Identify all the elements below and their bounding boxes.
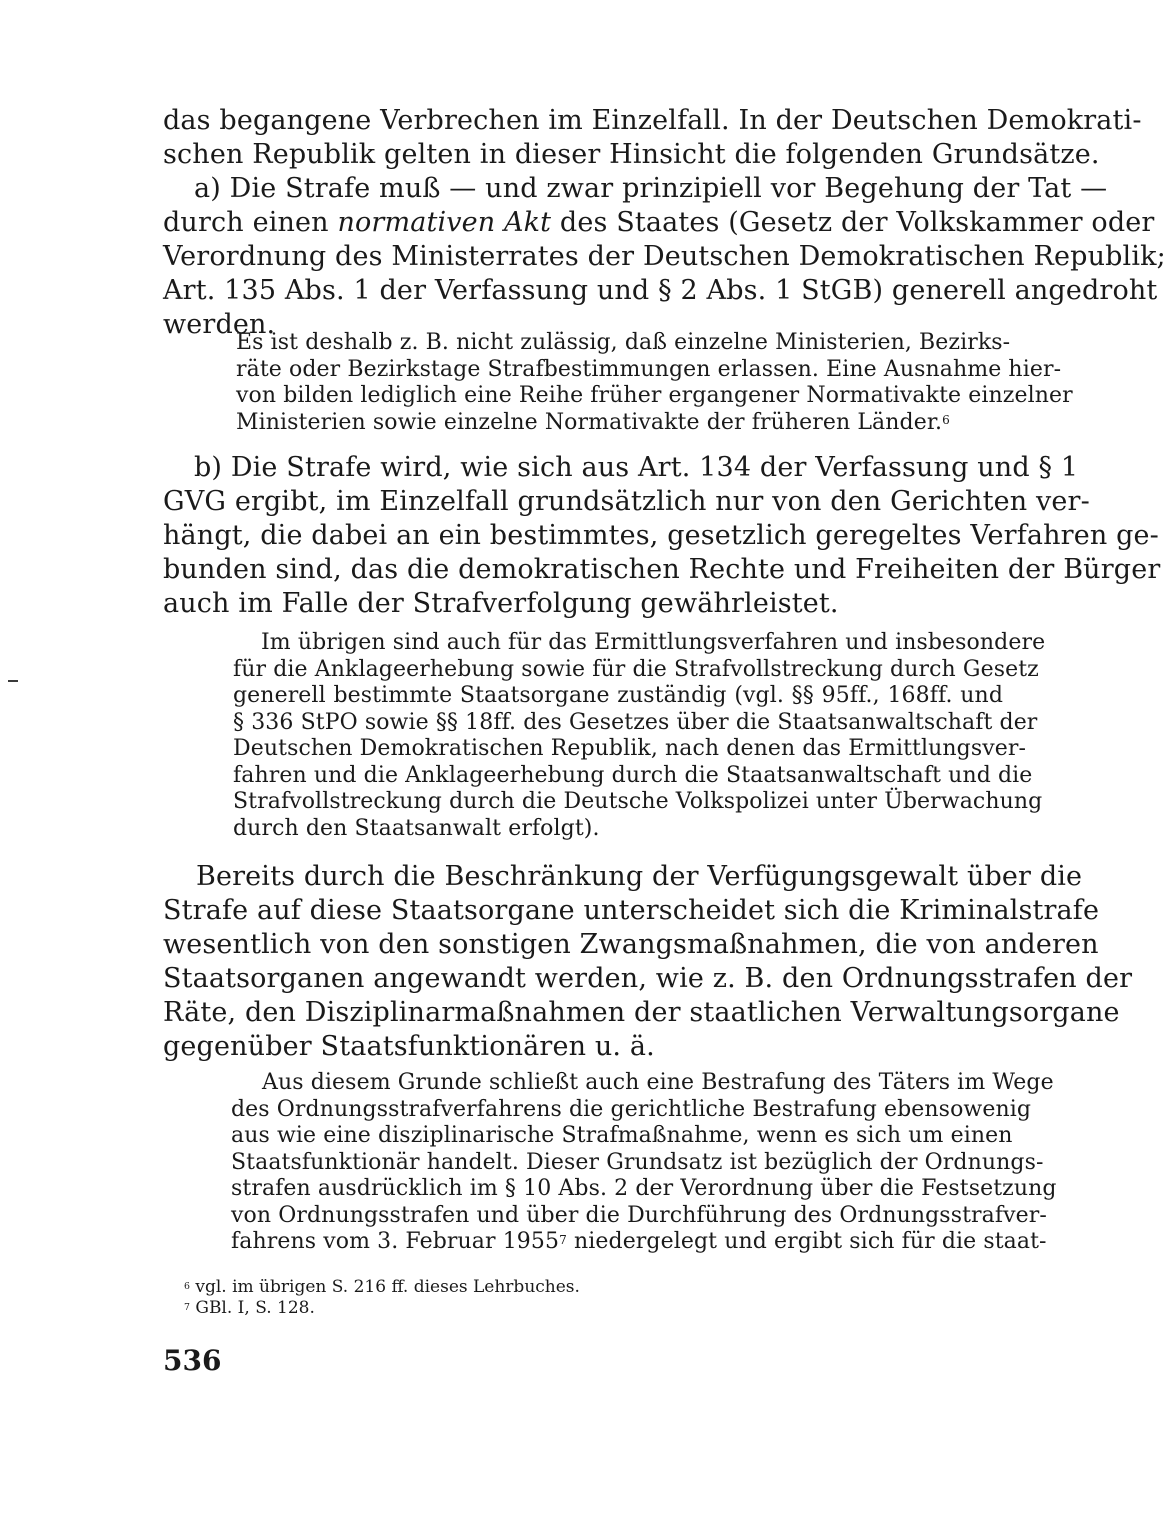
text-line: strafen ausdrücklich im § 10 Abs. 2 der Verordnung über die Festsetzung [231, 1176, 1057, 1201]
text-line: b) Die Strafe wird, wie sich aus Art. 134 der Verfassung und § 1 [194, 452, 1079, 483]
text-line: wesentlich von den sonstigen Zwangsmaßnahmen, die von anderen [163, 929, 1099, 960]
text-line: aus wie eine disziplinarische Strafmaßnahme, wenn es sich um einen [231, 1123, 1013, 1148]
text-segment: Ministerien sowie einzelne Normativakte der früheren Länder. [236, 409, 943, 435]
text-line: Es ist deshalb z. B. nicht zulässig, daß einzelne Ministerien, Bezirks- [236, 330, 1011, 355]
text-line: fahren und die Anklageerhebung durch die Staatsanwaltschaft und die [233, 762, 1033, 788]
footnote-marker: 7 [184, 1301, 190, 1313]
text-line: Im übrigen sind auch für das Ermittlungsverfahren und insbesondere [261, 630, 1046, 655]
page-number: 536 [163, 1344, 222, 1377]
text-line: das begangene Verbrechen im Einzelfall. In der Deutschen Demokrati- [163, 105, 1142, 136]
text-line: auch im Falle der Strafverfolgung gewährleistet. [163, 588, 839, 619]
text-line: Art. 135 Abs. 1 der Verfassung und § 2 Abs. 1 StGB) generell angedroht [163, 275, 1158, 306]
text-line: Strafvollstreckung durch die Deutsche Volkspolizei unter Überwachung [233, 789, 1043, 814]
footnote-text: GBl. I, S. 128. [195, 1298, 315, 1318]
text-line [231, 1229, 1047, 1256]
text-line: Staatsorganen angewandt werden, wie z. B. den Ordnungsstrafen der [163, 963, 1133, 994]
text-line [163, 206, 1155, 240]
text-segment: niedergelegt und ergibt sich für die staat- [566, 1229, 1047, 1254]
note-c [231, 1070, 1057, 1256]
paragraph-2 [163, 860, 1133, 1064]
text-line: hängt, die dabei an ein bestimmtes, gesetzlich geregeltes Verfahren ge- [163, 520, 1159, 551]
text-line: Aus diesem Grunde schließt auch eine Bestrafung des Täters im Wege [262, 1070, 1054, 1095]
text-segment: durch einen [163, 207, 338, 238]
text-line: des Ordnungsstrafverfahrens die gerichtliche Bestrafung ebensowenig [231, 1096, 1032, 1122]
text-segment: des Staates (Gesetz der Volkskammer oder [551, 207, 1155, 238]
footnote-ref-6: 6 [942, 413, 950, 428]
text-line: Bereits durch die Beschränkung der Verfügungsgewalt über die [196, 861, 1083, 892]
margin-mark [8, 680, 18, 682]
text-segment: fahrens vom 3. Februar 1955 [231, 1229, 560, 1254]
text-line: schen Republik gelten in dieser Hinsicht die folgenden Grundsätze. [163, 139, 1100, 170]
point-a-paragraph [163, 172, 1166, 342]
footnotes [184, 1277, 884, 1319]
text-line: Strafe auf diese Staatsorgane unterscheidet sich die Kriminalstrafe [163, 895, 1100, 926]
point-b-paragraph [163, 451, 1161, 621]
text-line: von Ordnungsstrafen und über die Durchführung des Ordnungsstrafver- [231, 1202, 1047, 1228]
footnote [184, 1277, 884, 1298]
text-line: durch den Staatsanwalt erfolgt). [233, 815, 600, 841]
footnote-text: vgl. im übrigen S. 216 ff. dieses Lehrbuches. [195, 1277, 580, 1297]
text-line [236, 410, 1003, 437]
text-line: Deutschen Demokratischen Republik, nach denen das Ermittlungsver- [233, 736, 1027, 761]
text-line: Staatsfunktionär handelt. Dieser Grundsatz ist bezüglich der Ordnungs- [231, 1149, 1044, 1175]
text-line: GVG ergibt, im Einzelfall grundsätzlich nur von den Gerichten ver- [163, 486, 1090, 517]
text-line: Verordnung des Ministerrates der Deutschen Demokratischen Republik; [163, 241, 1166, 272]
note-b [233, 630, 1046, 842]
intro-paragraph [163, 104, 1142, 172]
text-line: gegenüber Staatsfunktionären u. ä. [163, 1031, 655, 1062]
text-line: Räte, den Disziplinarmaßnahmen der staatlichen Verwaltungsorgane [163, 997, 1120, 1028]
text-line: für die Anklageerhebung sowie für die Strafvollstreckung durch Gesetz [233, 656, 1039, 682]
text-line: § 336 StPO sowie §§ 18ff. des Gesetzes über die Staatsanwaltschaft der [233, 709, 1038, 735]
text-line: bunden sind, das die demokratischen Rechte und Freiheiten der Bürger [163, 554, 1161, 585]
footnote-marker: 6 [184, 1280, 190, 1292]
text-line: generell bestimmte Staatsorgane zuständig (vgl. §§ 95ff., 168ff. und [233, 683, 1003, 708]
text-line: werden. [163, 309, 276, 340]
note-a [236, 330, 1073, 436]
text-line: räte oder Bezirkstage Strafbestimmungen erlassen. Eine Ausnahme hier- [236, 356, 1062, 382]
emphasis-text: normativen Akt [337, 207, 552, 238]
footnote [184, 1298, 884, 1319]
footnote-ref-7: 7 [559, 1232, 567, 1247]
text-line: von bilden lediglich eine Reihe früher ergangener Normativakte einzelner [236, 383, 1073, 408]
text-line: a) Die Strafe muß — und zwar prinzipiell vor Begehung der Tat — [194, 173, 1108, 204]
